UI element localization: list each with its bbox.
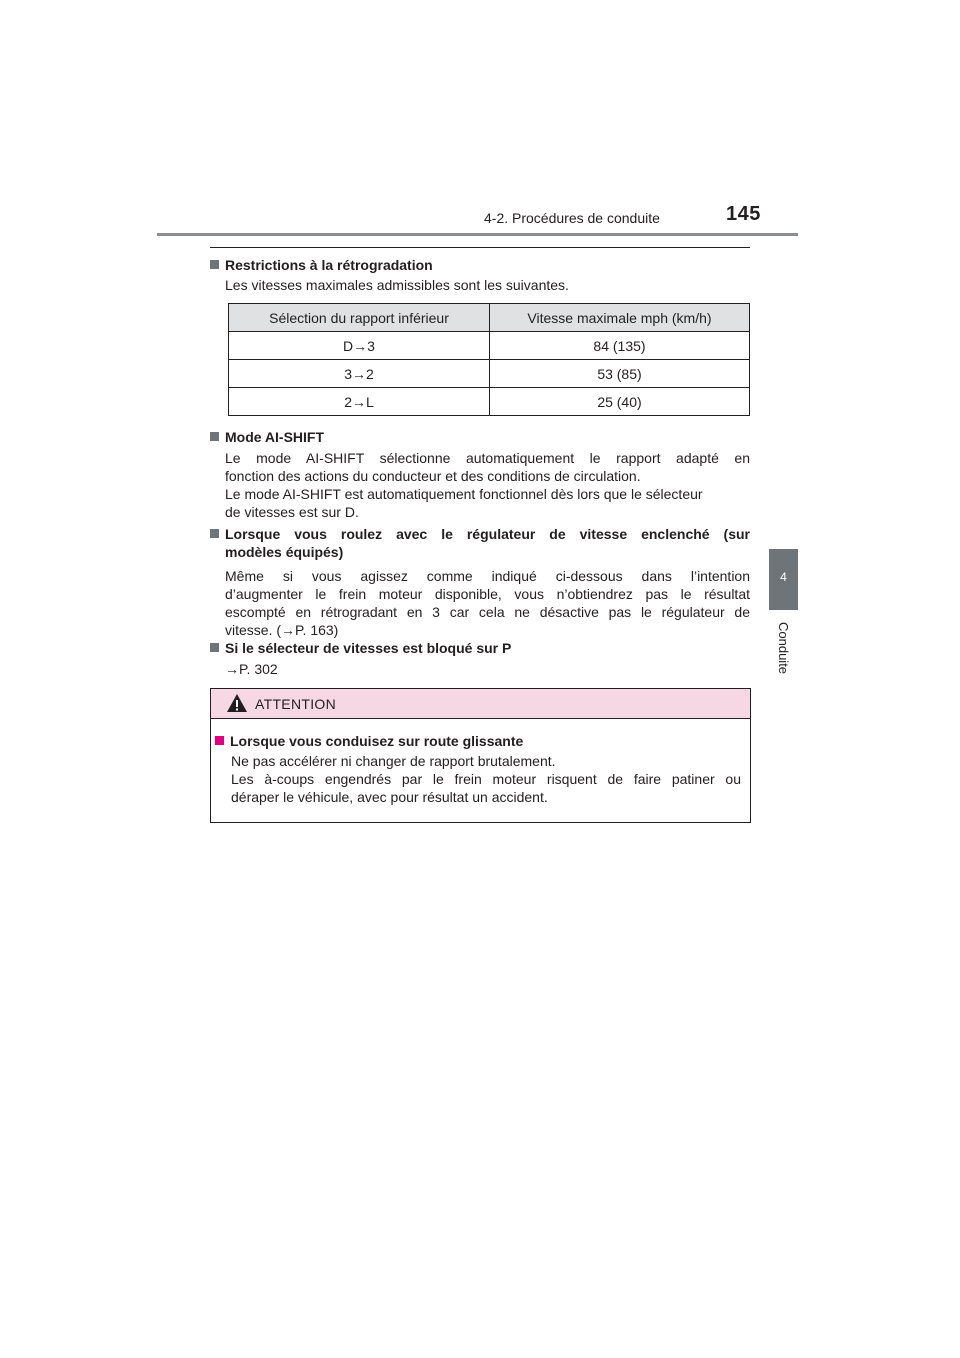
section-ai-shift — [210, 428, 750, 521]
table-header-row — [229, 304, 750, 332]
text-line: fonction des actions du conducteur et des conditions de circulation. — [225, 468, 641, 484]
text-line: vitesse. (→P. 163) — [225, 622, 339, 638]
heading-text: Lorsque vous roulez avec le régulateur de vitesse enclenché (sur — [225, 526, 750, 542]
section-text — [210, 567, 750, 639]
section-text — [210, 449, 750, 521]
square-bullet-icon — [215, 736, 224, 745]
table-header-cell: Sélection du rapport inférieur — [229, 304, 490, 332]
text-line: Ne pas accélérer ni changer de rapport brutalement. — [231, 753, 556, 769]
attention-text — [215, 752, 741, 806]
attention-box — [210, 688, 751, 823]
heading-text: Si le sélecteur de vitesses est bloqué sur P — [225, 640, 512, 656]
attention-label: ATTENTION — [255, 696, 336, 712]
text-line: Les à-coups engendrés par le frein moteur risquent de faire patiner ou — [231, 771, 741, 787]
heading-text: Restrictions à la rétrogradation — [225, 257, 433, 273]
section-heading — [210, 256, 750, 274]
square-bullet-icon — [210, 260, 219, 269]
text-line: d’augmenter le frein moteur disponible, vous n’obtiendrez pas le résultat — [225, 586, 750, 602]
section-restrictions — [210, 256, 750, 294]
table-cell: 2→L — [229, 388, 490, 416]
heading-text: Mode AI-SHIFT — [225, 429, 325, 445]
table-cell: 53 (85) — [490, 360, 750, 388]
text-line: déraper le véhicule, avec pour résultat un accident. — [231, 789, 548, 805]
section-shift-lock — [210, 639, 750, 678]
header-divider — [157, 233, 798, 236]
content-divider — [210, 247, 750, 248]
table-header-cell: Vitesse maximale mph (km/h) — [490, 304, 750, 332]
section-heading — [210, 639, 750, 657]
text-line: escompté en rétrogradant en 3 car cela ne désactive pas le régulateur de — [225, 604, 750, 620]
page-number: 145 — [726, 203, 761, 225]
chapter-tab-label: Conduite — [776, 622, 791, 675]
text-line: de vitesses est sur D. — [225, 504, 359, 520]
square-bullet-icon — [210, 643, 219, 652]
heading-text: Lorsque vous conduisez sur route glissante — [230, 733, 524, 749]
section-text: Les vitesses maximales admissibles sont les suivantes. — [225, 277, 569, 293]
page-reference-link[interactable]: →P. 302 — [225, 661, 278, 677]
header-section-title: 4-2. Procédures de conduite — [484, 210, 660, 226]
section-cruise-control — [210, 525, 750, 639]
square-bullet-icon — [210, 432, 219, 441]
table-row — [229, 388, 750, 416]
table-cell: 3→2 — [229, 360, 490, 388]
table-cell: 84 (135) — [490, 332, 750, 360]
warning-triangle-icon — [226, 693, 248, 713]
square-bullet-icon — [210, 529, 219, 538]
text-line: Même si vous agissez comme indiqué ci-dessous dans l’intention — [225, 568, 750, 584]
chapter-tab-number: 4 — [780, 570, 787, 584]
table-cell: 25 (40) — [490, 388, 750, 416]
text-line: Le mode AI-SHIFT sélectionne automatiquement le rapport adapté en — [225, 450, 750, 466]
table-cell: D→3 — [229, 332, 490, 360]
heading-text: modèles équipés) — [225, 544, 344, 560]
attention-heading — [215, 732, 741, 750]
text-line: Le mode AI-SHIFT est automatiquement fonctionnel dès lors que le sélecteur — [225, 486, 703, 502]
attention-content — [215, 732, 741, 806]
table-row — [229, 332, 750, 360]
table-row — [229, 360, 750, 388]
attention-header — [211, 689, 750, 719]
section-heading — [210, 525, 750, 561]
downshift-speed-table — [228, 303, 750, 416]
section-heading — [210, 428, 750, 446]
